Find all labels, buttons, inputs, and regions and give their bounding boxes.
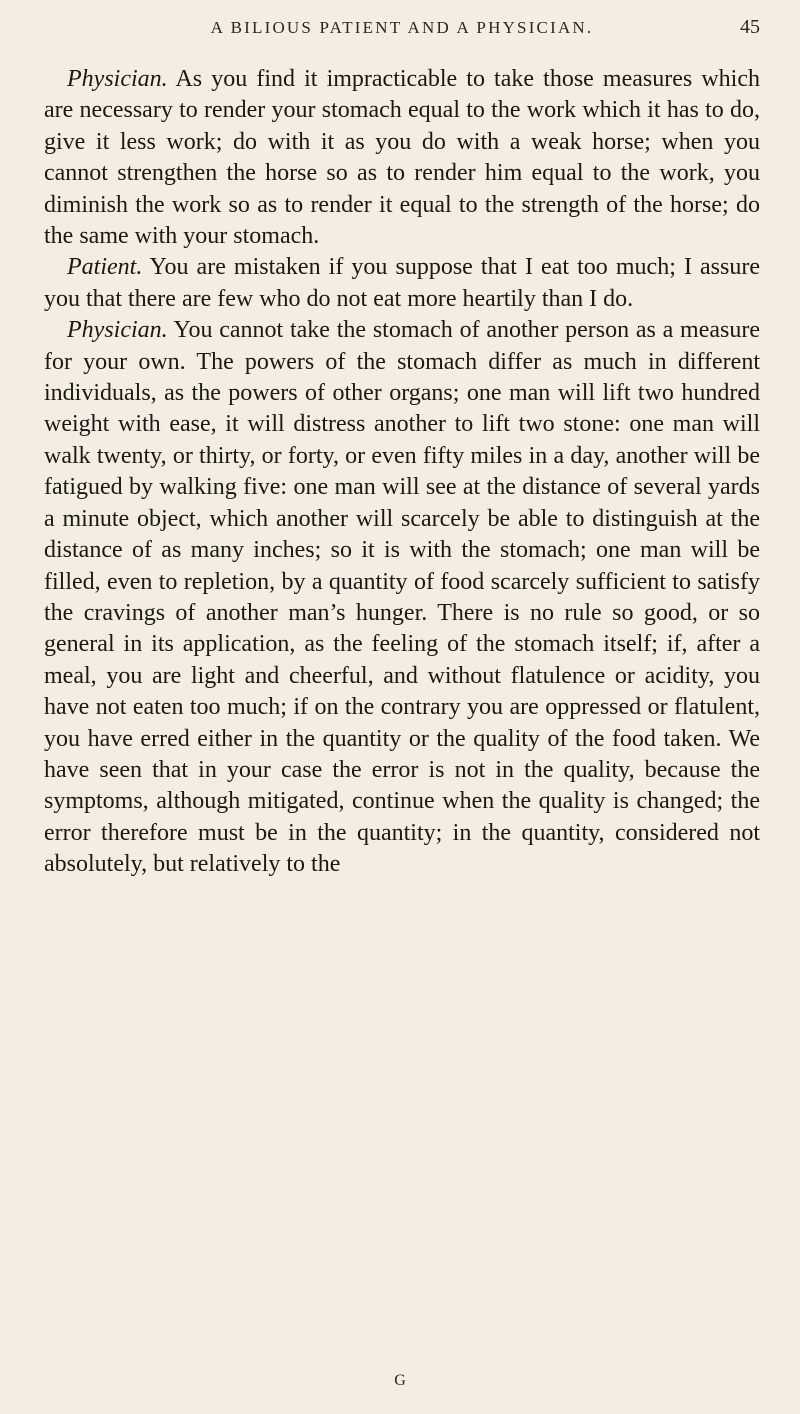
- running-title: A BILIOUS PATIENT AND A PHYSICIAN.: [210, 18, 594, 37]
- body-text: [44, 64, 760, 881]
- paragraph-physician-2: [44, 315, 760, 880]
- speaker-label: Patient.: [67, 254, 143, 281]
- running-head: [44, 14, 760, 44]
- paragraph-text: You cannot take the stomach of another person as a measure for your own. The powers of the stomach differ as much in different individuals, as the powers of other organs; one man will lift two hundred weight with ease, it will distress another to lift two stone: one man will walk twenty, or thirty, or forty, or even fifty miles in a day, another will be fatigued by walking five: one man will see at the distance of several yards a minute object, which another will scarcely be able to distinguish at the distance of as many inches; so it is with the stomach; one man will be filled, even to repletion, by a quantity of food scarcely sufficient to satisfy the cravings of another man’s hunger. There is no rule so good, or so general in its application, as the feeling of the stomach itself; if, after a meal, you are light and cheerful, and without flatulence or acidity, you have not eaten too much; if on the contrary you are oppressed or flatulent, you have erred either in the quantity or the quality of the food taken. We have seen that in your case the error is not in the quality, because the symptoms, although mitigated, continue when the quality is changed; the error therefore must be in the quantity; in the quantity, considered not absolutely, but relatively to the: [44, 317, 761, 878]
- paragraph-text: You are mistaken if you suppose that I eat too much; I assure you that there are few who do not eat more heartily than I do.: [44, 254, 761, 312]
- page-number: 45: [740, 16, 760, 38]
- speaker-label: Physician.: [67, 66, 168, 92]
- paragraph-patient: [44, 252, 760, 315]
- speaker-label: Physician.: [67, 317, 168, 344]
- signature-mark: G: [394, 1372, 406, 1389]
- paragraph-text: As you find it impracticable to take those measures which are necessary to render your stomach equal to the work which it has to do, give it less work; do with it as you do with a weak horse; when you cannot strengthen the horse so as to render him equal to the work, you diminish the work so as to render it equal to the strength of the horse; do the same with your stomach.: [44, 66, 760, 250]
- paragraph-physician-1: [44, 64, 760, 252]
